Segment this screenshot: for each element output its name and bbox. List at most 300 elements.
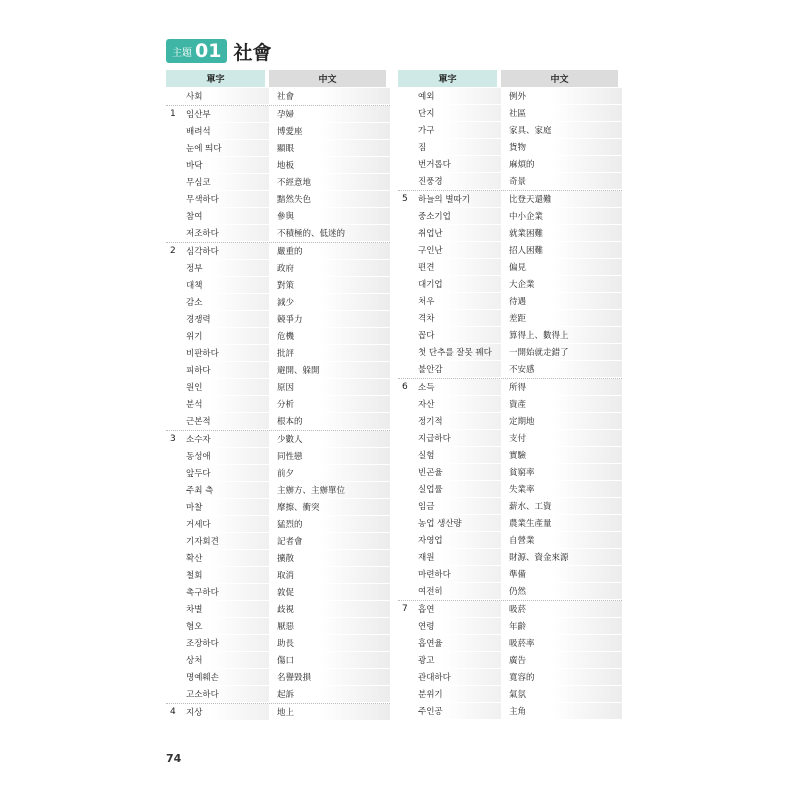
chinese-meaning: 算得上、數得上 — [505, 327, 622, 343]
section-number — [166, 567, 184, 583]
section-number — [398, 515, 416, 531]
chinese-meaning: 不安感 — [505, 361, 622, 377]
table-row — [398, 464, 622, 480]
table-row — [398, 139, 622, 155]
section-number — [398, 225, 416, 241]
korean-word: 확산 — [184, 550, 269, 566]
table-row — [166, 345, 390, 361]
chinese-meaning: 麻煩的 — [505, 156, 622, 172]
korean-word: 눈에 띄다 — [184, 140, 269, 156]
chinese-meaning: 傷口 — [273, 652, 390, 668]
section-number — [166, 499, 184, 515]
table-row — [398, 190, 622, 207]
chinese-meaning: 擴散 — [273, 550, 390, 566]
table-row — [398, 481, 622, 497]
section-number — [398, 447, 416, 463]
table-row — [166, 191, 390, 207]
korean-word: 조장하다 — [184, 635, 269, 651]
section-number — [166, 686, 184, 702]
table-row — [398, 532, 622, 548]
chinese-meaning: 農業生產量 — [505, 515, 622, 531]
chinese-meaning: 起訴 — [273, 686, 390, 702]
korean-word: 기자회견 — [184, 533, 269, 549]
chinese-meaning: 薪水、工資 — [505, 498, 622, 514]
chinese-meaning: 記者會 — [273, 533, 390, 549]
chinese-meaning: 不積極的、低迷的 — [273, 225, 390, 241]
korean-word: 철회 — [184, 567, 269, 583]
chinese-meaning: 吸菸 — [505, 601, 622, 617]
korean-word: 소득 — [416, 379, 501, 395]
table-row — [398, 669, 622, 685]
chinese-meaning: 大企業 — [505, 276, 622, 292]
korean-word: 명예훼손 — [184, 669, 269, 685]
chinese-meaning: 實驗 — [505, 447, 622, 463]
table-row — [398, 378, 622, 395]
section-number — [398, 549, 416, 565]
korean-word: 촉구하다 — [184, 584, 269, 600]
topic-name: 社會 — [233, 41, 272, 64]
korean-word: 위기 — [184, 328, 269, 344]
table-row — [398, 396, 622, 412]
korean-word: 연령 — [416, 618, 501, 634]
table-header — [398, 70, 622, 87]
chinese-column-header: 中文 — [501, 70, 618, 87]
section-number — [166, 396, 184, 412]
chinese-meaning: 地上 — [273, 704, 390, 720]
chinese-meaning: 助長 — [273, 635, 390, 651]
table-row — [166, 328, 390, 344]
table-row — [166, 533, 390, 549]
chinese-meaning: 中小企業 — [505, 208, 622, 224]
chinese-meaning: 政府 — [273, 260, 390, 276]
section-number — [166, 362, 184, 378]
section-number — [166, 174, 184, 190]
chinese-meaning: 財源、資金來源 — [505, 549, 622, 565]
chinese-meaning: 吸菸率 — [505, 635, 622, 651]
section-number — [398, 635, 416, 651]
section-number — [166, 140, 184, 156]
section-number — [166, 618, 184, 634]
korean-word: 가구 — [416, 122, 501, 138]
section-number: 1 — [170, 109, 176, 119]
korean-word: 임산부 — [184, 106, 269, 122]
section-number — [166, 516, 184, 532]
korean-word: 대책 — [184, 277, 269, 293]
table-row — [398, 259, 622, 275]
table-row — [398, 88, 622, 104]
section-number — [398, 481, 416, 497]
chinese-meaning: 名譽毀損 — [273, 669, 390, 685]
table-row — [398, 276, 622, 292]
korean-word: 무심코 — [184, 174, 269, 190]
topic-tag — [166, 39, 227, 63]
korean-word: 분석 — [184, 396, 269, 412]
table-row — [166, 635, 390, 651]
chinese-meaning: 避開、躲開 — [273, 362, 390, 378]
korean-word: 대기업 — [416, 276, 501, 292]
table-row — [398, 173, 622, 189]
chinese-meaning: 待遇 — [505, 293, 622, 309]
chinese-meaning: 少數人 — [273, 431, 390, 447]
korean-word: 실험 — [416, 447, 501, 463]
table-row — [166, 652, 390, 668]
table-row — [166, 430, 390, 447]
section-number — [166, 635, 184, 651]
korean-word: 고소하다 — [184, 686, 269, 702]
table-row — [398, 327, 622, 343]
korean-word: 거세다 — [184, 516, 269, 532]
chinese-meaning: 同性戀 — [273, 448, 390, 464]
table-row — [166, 294, 390, 310]
section-number — [166, 448, 184, 464]
vocab-table-left — [166, 70, 390, 721]
korean-word: 예외 — [416, 88, 501, 104]
korean-word: 짐 — [416, 139, 501, 155]
korean-word: 저조하다 — [184, 225, 269, 241]
table-row — [166, 686, 390, 702]
chinese-meaning: 比登天還難 — [505, 191, 622, 207]
korean-word: 관대하다 — [416, 669, 501, 685]
korean-word: 배려석 — [184, 123, 269, 139]
korean-word: 지상 — [184, 704, 269, 720]
korean-word: 실업률 — [416, 481, 501, 497]
section-number — [166, 277, 184, 293]
korean-word: 동성애 — [184, 448, 269, 464]
section-number — [398, 310, 416, 326]
korean-word: 근본적 — [184, 413, 269, 429]
topic-number: 01 — [195, 40, 222, 62]
korean-word: 참여 — [184, 208, 269, 224]
chinese-meaning: 氣氛 — [505, 686, 622, 702]
table-row — [398, 122, 622, 138]
chinese-meaning: 例外 — [505, 88, 622, 104]
korean-word: 하늘의 별따기 — [416, 191, 501, 207]
section-number — [166, 601, 184, 617]
chinese-meaning: 參與 — [273, 208, 390, 224]
chinese-meaning: 批評 — [273, 345, 390, 361]
korean-word: 정부 — [184, 260, 269, 276]
korean-word: 바닥 — [184, 157, 269, 173]
korean-word: 지급하다 — [416, 430, 501, 446]
chinese-meaning: 競爭力 — [273, 311, 390, 327]
chinese-meaning: 黯然失色 — [273, 191, 390, 207]
chinese-meaning: 資產 — [505, 396, 622, 412]
korean-word: 여전히 — [416, 583, 501, 599]
section-number — [398, 413, 416, 429]
chinese-meaning: 所得 — [505, 379, 622, 395]
section-number — [166, 294, 184, 310]
table-row — [398, 208, 622, 224]
section-number — [166, 533, 184, 549]
korean-word: 마찰 — [184, 499, 269, 515]
section-number — [398, 105, 416, 121]
section-number — [398, 173, 416, 189]
korean-word: 원인 — [184, 379, 269, 395]
korean-word: 피하다 — [184, 362, 269, 378]
section-number — [398, 583, 416, 599]
table-row — [398, 310, 622, 326]
korean-word: 차별 — [184, 601, 269, 617]
chinese-meaning: 偏見 — [505, 259, 622, 275]
section-number — [166, 123, 184, 139]
korean-word: 격차 — [416, 310, 501, 326]
chinese-meaning: 年齡 — [505, 618, 622, 634]
korean-word: 빈곤율 — [416, 464, 501, 480]
section-number — [398, 396, 416, 412]
section-number: 4 — [170, 707, 176, 717]
section-number — [398, 430, 416, 446]
korean-column-header: 單字 — [166, 70, 265, 87]
table-row — [166, 174, 390, 190]
table-row — [166, 123, 390, 139]
korean-word: 상처 — [184, 652, 269, 668]
section-number — [398, 259, 416, 275]
chinese-meaning: 孕婦 — [273, 106, 390, 122]
chinese-meaning: 自營業 — [505, 532, 622, 548]
section-number — [398, 652, 416, 668]
korean-column-header: 單字 — [398, 70, 497, 87]
chinese-meaning: 顯眼 — [273, 140, 390, 156]
table-row — [166, 584, 390, 600]
chinese-meaning: 根本的 — [273, 413, 390, 429]
chinese-meaning: 危機 — [273, 328, 390, 344]
korean-word: 무색하다 — [184, 191, 269, 207]
chinese-meaning: 猛烈的 — [273, 516, 390, 532]
table-row — [166, 260, 390, 276]
table-row — [398, 566, 622, 582]
table-row — [398, 156, 622, 172]
section-number — [398, 276, 416, 292]
table-row — [166, 669, 390, 685]
table-body — [166, 88, 390, 720]
table-row — [398, 703, 622, 719]
section-number — [398, 88, 416, 104]
section-number — [166, 669, 184, 685]
table-row — [398, 105, 622, 121]
chinese-meaning: 厭惡 — [273, 618, 390, 634]
chinese-meaning: 一開始就走錯了 — [505, 344, 622, 360]
korean-word: 꼽다 — [416, 327, 501, 343]
section-number — [166, 379, 184, 395]
table-header — [166, 70, 390, 87]
table-body — [398, 88, 622, 719]
section-number — [398, 122, 416, 138]
korean-word: 진풍경 — [416, 173, 501, 189]
topic-title — [166, 38, 271, 64]
chinese-meaning: 社會 — [273, 88, 390, 104]
section-number — [398, 566, 416, 582]
section-number — [398, 327, 416, 343]
korean-word: 감소 — [184, 294, 269, 310]
korean-word: 불안감 — [416, 361, 501, 377]
table-row — [166, 362, 390, 378]
section-number: 3 — [170, 434, 176, 444]
chinese-meaning: 寬容的 — [505, 669, 622, 685]
korean-word: 단지 — [416, 105, 501, 121]
table-row — [166, 88, 390, 104]
table-row — [166, 105, 390, 122]
korean-word: 편견 — [416, 259, 501, 275]
section-number — [398, 361, 416, 377]
chinese-meaning: 定期地 — [505, 413, 622, 429]
section-number — [398, 208, 416, 224]
section-number — [166, 260, 184, 276]
chinese-meaning: 支付 — [505, 430, 622, 446]
section-number — [398, 703, 416, 719]
table-row — [398, 344, 622, 360]
chinese-meaning: 奇景 — [505, 173, 622, 189]
section-number — [398, 139, 416, 155]
table-row — [398, 618, 622, 634]
section-number — [398, 464, 416, 480]
korean-word: 중소기업 — [416, 208, 501, 224]
chinese-meaning: 前夕 — [273, 465, 390, 481]
table-row — [398, 447, 622, 463]
section-number — [166, 584, 184, 600]
table-row — [398, 515, 622, 531]
table-row — [398, 293, 622, 309]
korean-word: 심각하다 — [184, 243, 269, 259]
chinese-meaning: 招人困難 — [505, 242, 622, 258]
korean-word: 흡연율 — [416, 635, 501, 651]
section-number — [398, 498, 416, 514]
table-row — [166, 242, 390, 259]
chinese-meaning: 減少 — [273, 294, 390, 310]
korean-word: 경쟁력 — [184, 311, 269, 327]
korean-word: 마련하다 — [416, 566, 501, 582]
section-number — [166, 157, 184, 173]
table-row — [398, 430, 622, 446]
korean-word: 번거롭다 — [416, 156, 501, 172]
chinese-meaning: 貨物 — [505, 139, 622, 155]
table-row — [166, 208, 390, 224]
section-number — [166, 345, 184, 361]
table-row — [166, 396, 390, 412]
table-row — [166, 448, 390, 464]
table-row — [166, 277, 390, 293]
section-number: 6 — [402, 382, 408, 392]
section-number — [398, 669, 416, 685]
korean-word: 소수자 — [184, 431, 269, 447]
table-row — [166, 311, 390, 327]
section-number: 5 — [402, 194, 408, 204]
chinese-meaning: 社區 — [505, 105, 622, 121]
chinese-meaning: 敦促 — [273, 584, 390, 600]
chinese-meaning: 取消 — [273, 567, 390, 583]
korean-word: 흡연 — [416, 601, 501, 617]
section-number — [166, 225, 184, 241]
chinese-meaning: 歧視 — [273, 601, 390, 617]
chinese-meaning: 就業困難 — [505, 225, 622, 241]
chinese-meaning: 廣告 — [505, 652, 622, 668]
table-row — [398, 600, 622, 617]
table-row — [166, 225, 390, 241]
section-number — [398, 293, 416, 309]
section-number — [166, 88, 184, 104]
chinese-meaning: 嚴重的 — [273, 243, 390, 259]
korean-word: 광고 — [416, 652, 501, 668]
table-row — [166, 465, 390, 481]
page-number: 74 — [166, 752, 182, 765]
table-row — [398, 686, 622, 702]
table-row — [166, 550, 390, 566]
table-row — [166, 703, 390, 720]
section-number — [398, 242, 416, 258]
table-row — [166, 618, 390, 634]
table-row — [398, 652, 622, 668]
section-number: 2 — [170, 246, 176, 256]
korean-word: 첫 단추를 잘못 꿰다 — [416, 344, 501, 360]
table-row — [166, 516, 390, 532]
korean-word: 취업난 — [416, 225, 501, 241]
section-number: 7 — [402, 604, 408, 614]
chinese-meaning: 摩擦、衝突 — [273, 499, 390, 515]
korean-word: 분위기 — [416, 686, 501, 702]
section-number — [166, 191, 184, 207]
korean-word: 처우 — [416, 293, 501, 309]
korean-word: 구인난 — [416, 242, 501, 258]
korean-word: 재원 — [416, 549, 501, 565]
chinese-meaning: 不經意地 — [273, 174, 390, 190]
table-row — [166, 499, 390, 515]
table-row — [166, 601, 390, 617]
chinese-meaning: 對策 — [273, 277, 390, 293]
chinese-meaning: 博愛座 — [273, 123, 390, 139]
chinese-meaning: 家具、家庭 — [505, 122, 622, 138]
section-number — [398, 686, 416, 702]
korean-word: 비판하다 — [184, 345, 269, 361]
section-number — [166, 328, 184, 344]
korean-word: 앞두다 — [184, 465, 269, 481]
section-number — [398, 156, 416, 172]
section-number — [166, 550, 184, 566]
chinese-meaning: 地板 — [273, 157, 390, 173]
korean-word: 혐오 — [184, 618, 269, 634]
korean-word: 임금 — [416, 498, 501, 514]
table-row — [398, 549, 622, 565]
chinese-meaning: 主角 — [505, 703, 622, 719]
chinese-meaning: 準備 — [505, 566, 622, 582]
section-number — [398, 618, 416, 634]
chinese-meaning: 貧窮率 — [505, 464, 622, 480]
chinese-meaning: 差距 — [505, 310, 622, 326]
section-number — [398, 344, 416, 360]
table-row — [166, 157, 390, 173]
table-row — [398, 413, 622, 429]
table-row — [166, 413, 390, 429]
section-number — [166, 465, 184, 481]
section-number — [166, 413, 184, 429]
korean-word: 자영업 — [416, 532, 501, 548]
table-row — [166, 140, 390, 156]
korean-word: 농업 생산량 — [416, 515, 501, 531]
topic-tag-label: 主題 — [172, 47, 192, 59]
korean-word: 정기적 — [416, 413, 501, 429]
chinese-meaning: 失業率 — [505, 481, 622, 497]
section-number — [166, 652, 184, 668]
table-row — [398, 225, 622, 241]
table-row — [166, 567, 390, 583]
table-row — [398, 635, 622, 651]
chinese-meaning: 分析 — [273, 396, 390, 412]
table-row — [398, 498, 622, 514]
chinese-meaning: 主辦方、主辦單位 — [273, 482, 390, 498]
korean-word: 사회 — [184, 88, 269, 104]
section-number — [398, 532, 416, 548]
table-row — [166, 379, 390, 395]
section-number — [166, 208, 184, 224]
korean-word: 자산 — [416, 396, 501, 412]
